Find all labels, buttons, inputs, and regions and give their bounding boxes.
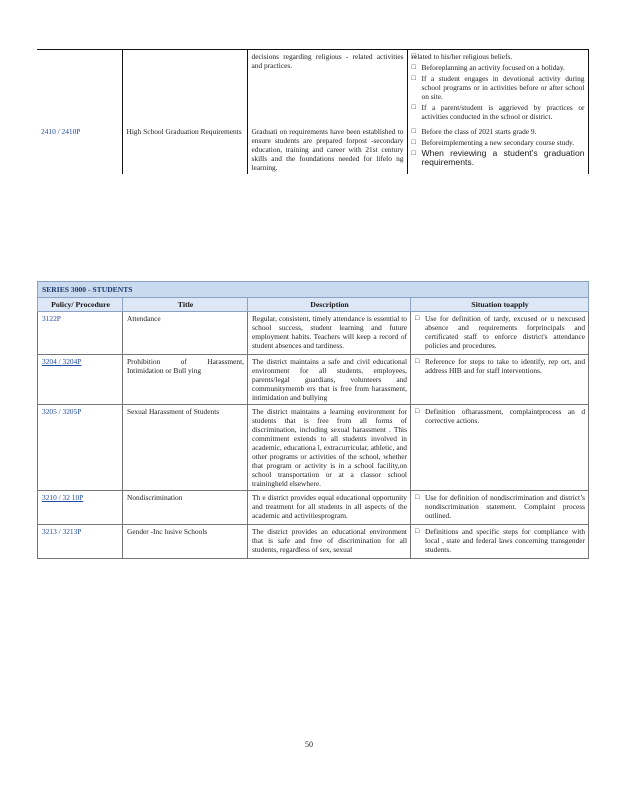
- policy-code-text[interactable]: 3204 / 3204P: [42, 357, 82, 366]
- policy-title: Sexual Harassment of Students: [123, 405, 248, 491]
- situation-item: □ Use for definition of nondiscrimination and district’s nondiscrimination statement. Complaint process outlined.: [415, 493, 585, 520]
- table-row: [38, 491, 589, 525]
- situation-item: □ Beforeimplementing a new secondary course study.: [412, 138, 585, 147]
- policy-situations: [407, 125, 588, 174]
- situation-item: □ Use for definition of tardy, excused or u nexcused absence and requirements forprincipals and certificated staff to enforce district's attendance policies and procedures.: [415, 314, 585, 350]
- policy-title: [122, 50, 247, 126]
- policy-description: Graduati on requirements have been established to ensure students are prepared forpost -secondary education, training and career with 21st century skills and the foundations needed for lifelo ng learning.: [247, 125, 407, 174]
- policy-description: The district maintains a learning environment for students that is free from all forms of discrimination, including sexual harassment . This commitment extends to all students involved in academic, educationa l, extracurricular, athletic, and other programs or activities of the school, whether that program or activity is in a school facility,on school transportation or at a classor school trainingheld elsewhere.: [248, 405, 411, 491]
- policy-title: Nondiscrimination: [123, 491, 248, 525]
- policy-description: decisions regarding religious - related activities and practices.: [247, 50, 407, 126]
- policy-code: 3205 / 3205P: [38, 405, 123, 491]
- situation-item: □ Definition ofharassment, complaintprocess an d corrective actions.: [415, 407, 585, 425]
- policy-code: 3213 / 3213P: [38, 525, 123, 559]
- policy-title: Prohibition of Harassment, Intimidation or Bull ying: [123, 355, 248, 405]
- table-row: [38, 405, 589, 491]
- table-row: [38, 312, 589, 355]
- policy-code-text[interactable]: 3210 / 32 10P: [42, 493, 84, 502]
- table-row: [37, 125, 588, 174]
- policy-situations: [411, 405, 589, 491]
- table-row: [38, 355, 589, 405]
- policy-description: Regular, consistent, timely attendance is essential to school success, student learning and future employment habits. Teachers will keep a record of student absences and tardiness.: [248, 312, 411, 355]
- policy-description: The district maintains a safe and civil educational environment for all students, employees, parents/legal guardians, volunteers and communitymemb ers that is free from harassment, intimidation and bullying: [248, 355, 411, 405]
- policy-description: The district provides an educational environment that is safe and free of discrimination for all students, regardless of sex, sexual: [248, 525, 411, 559]
- policy-situations: [411, 525, 589, 559]
- column-header: Situation toapply: [411, 298, 589, 312]
- policy-title: Attendance: [123, 312, 248, 355]
- situation-item: □ If a student engages in devotional activity during school programs or in activities before or after school on site.: [412, 74, 585, 101]
- policy-code: 3122P: [38, 312, 123, 355]
- policy-title: High School Graduation Requirements: [122, 125, 247, 174]
- policy-situations: [411, 491, 589, 525]
- column-header: Policy/ Procedure: [38, 298, 123, 312]
- situation-item: □ When reviewing a student’s graduation requirements.: [412, 149, 585, 167]
- situation-item: □ Definitions and specific steps for compliance with local , state and federal laws concerning transgender students.: [415, 527, 585, 554]
- series-title: SERIES 3000 - STUDENTS: [38, 282, 589, 298]
- situation-item: □ Before the class of 2021 starts grade 9.: [412, 127, 585, 136]
- policy-code-link[interactable]: [38, 355, 123, 405]
- situation-item: □ Beforeplanning an activity focused on a holiday.: [412, 63, 585, 72]
- policy-title: Gender -Inc lusive Schools: [123, 525, 248, 559]
- column-header-row: [38, 298, 589, 312]
- policy-code: 2410 / 2410P: [41, 127, 81, 136]
- table-row: [37, 50, 588, 126]
- continued-policy-table: [37, 49, 589, 174]
- table-row: [38, 525, 589, 559]
- policy-situations: [407, 50, 588, 126]
- situation-item: □ Reference for steps to take to identify, rep ort, and address HIB and for staff interventions.: [415, 357, 585, 375]
- page-number: 50: [305, 740, 313, 749]
- series-3000-table: [37, 281, 589, 559]
- policy-situations: [411, 355, 589, 405]
- column-header: Title: [123, 298, 248, 312]
- situation-item: □ If a parent/student is aggrieved by practices or activities conducted in the school or district.: [412, 103, 585, 121]
- column-header: Description: [248, 298, 411, 312]
- policy-code: [37, 50, 122, 126]
- policy-description: Th e district provides equal educational opportunity and treatment for all students in all aspects of the academic and activitiesprogram.: [248, 491, 411, 525]
- policy-code-link[interactable]: [38, 491, 123, 525]
- policy-situations: [411, 312, 589, 355]
- series-header-row: [38, 282, 589, 298]
- situation-item: □ related to his/her religious beliefs.: [412, 52, 585, 61]
